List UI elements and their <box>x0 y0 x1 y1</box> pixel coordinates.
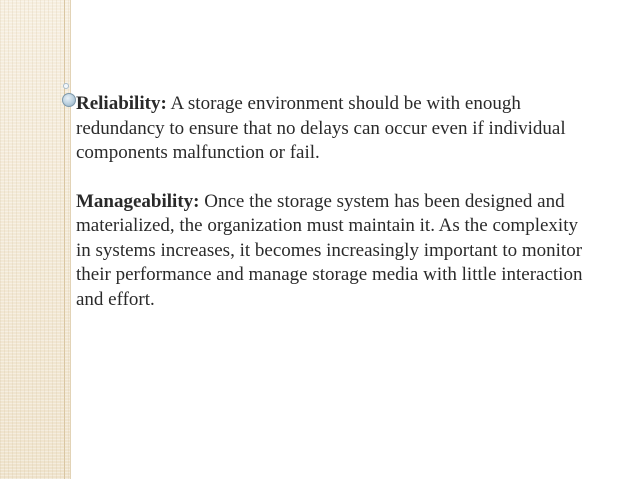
slide-body-text <box>76 92 596 312</box>
reliability-term: Reliability: <box>76 93 167 114</box>
manageability-paragraph <box>76 190 596 313</box>
reliability-description: A storage environment should be with enough redundancy to ensure that no delays can occur even if individual components malfunction or fail. <box>76 93 566 163</box>
small-bullet-circle-icon <box>63 83 69 89</box>
decorative-side-band <box>0 0 71 479</box>
decorative-divider-line <box>64 0 65 479</box>
bullet-circle-icon <box>62 93 76 107</box>
reliability-paragraph <box>76 92 596 166</box>
manageability-term: Manageability: <box>76 190 200 212</box>
manageability-description: Once the storage system has been designed and materialized, the organization must maintain it. As the complexity in systems increases, it becomes increasingly important to monitor their performance and manage storage media with little interaction and effort. <box>76 190 583 310</box>
